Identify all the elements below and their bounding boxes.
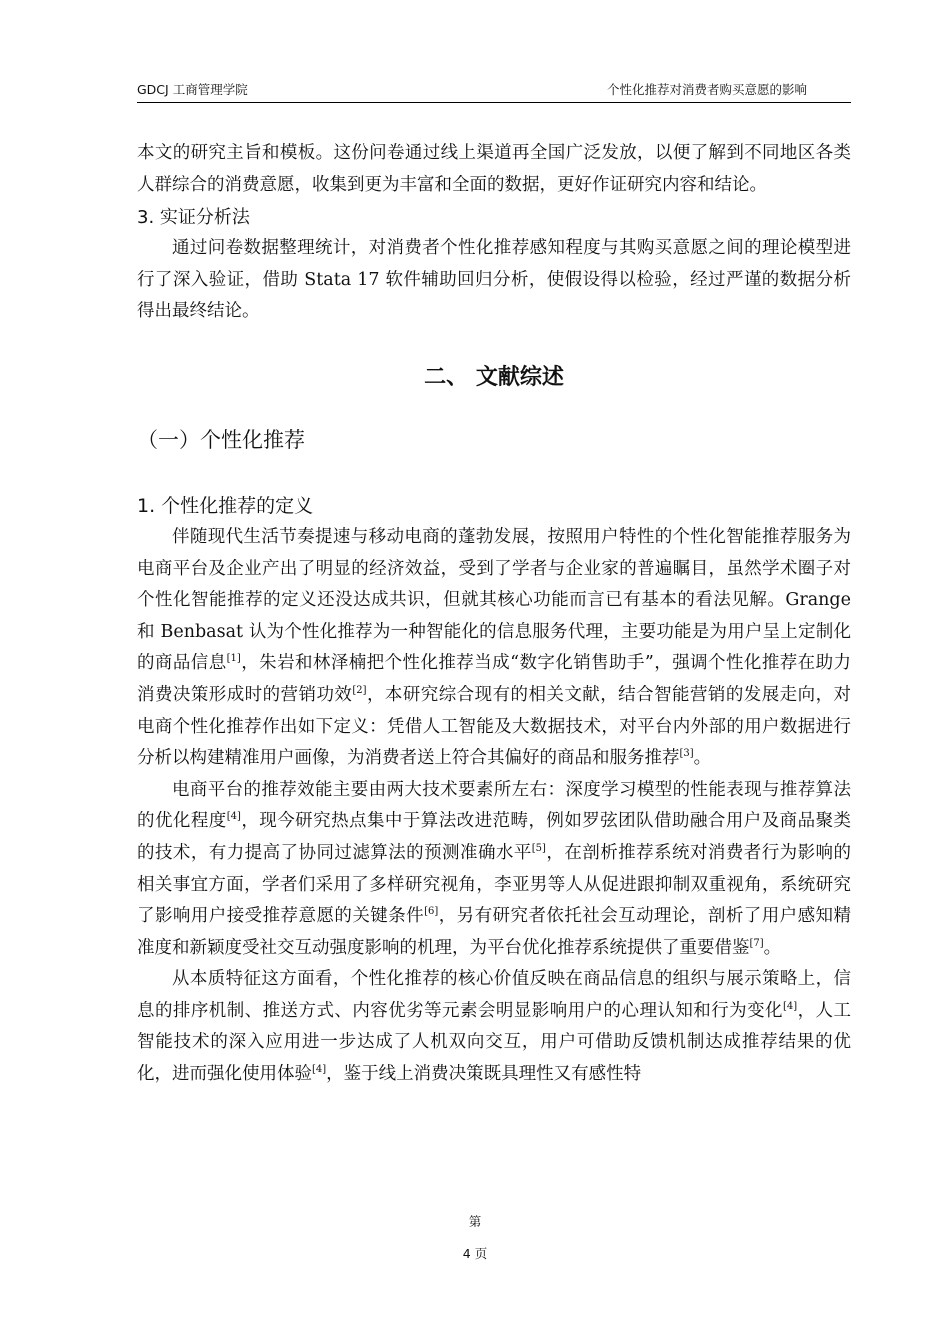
text-run: ，鉴于线上消费决策既具理性又有感性特 [326,1064,642,1085]
subsection-heading-definition: 1. 个性化推荐的定义 [137,494,314,517]
text-run: 伴随现代生活节奏提速与移动电商的蓬勃发展，按照用户特性的个性化智能推荐服务为电商平台及企业产出了明显的经济效益，受到了学者与企业家的普遍瞩目，虽然学术圈子对个性化智能推荐的定义还没达成共识，但就其核心功能而言已有基本的看法见解。Grange 和 Benbasat 认为个性化推荐为一种智能化的信息服务代理，主要功能是为用户呈上定制化的商品信息 [137,526,851,674]
text-run: 从本质特征这方面看，个性化推荐的核心价值反映在商品信息的组织与展示策略上，信息的排序机制、推送方式、内容优劣等元素会明显影响用户的心理认知和行为变化 [137,969,851,1021]
text-run: ，朱岩和林泽楠把个性化推荐当成“数字化销售助手”，强调个性化推荐在助力消费决策形成时的营销功效 [137,653,852,705]
text-run: ，本研究综合现有的相关文献，结合智能营销的发展走向，对电商个性化推荐作出如下定义：凭借人工智能及大数据技术，对平台内外部的用户数据进行分析以构建精准用户画像，为消费者送上符合其偏好的商品和服务推荐 [137,684,852,769]
text-run: ，在剖析推荐系统对消费者行为影响的相关事宜方面，学者们采用了多样研究视角，李亚男等人从促进跟抑制双重视角，系统研究了影响用户接受推荐意愿的关键条件 [137,842,852,927]
chapter-heading-literature-review: 二、 文献综述 [424,364,564,390]
citation-3: [3] [679,748,694,760]
page-number-label: 第 [468,1214,482,1229]
citation-4: [4] [312,1064,327,1076]
text-run: 电商平台的推荐效能主要由两大技术要素所左右：深度学习模型的性能表现与推荐算法的优化程度 [137,779,851,832]
paragraph-method-continued: 本文的研究主旨和模板。这份问卷通过线上渠道再全国广泛发放，以便了解到不同地区各类人群综合的消费意愿，收集到更为丰富和全面的数据，更好作证研究内容和结论。 [137,143,851,195]
text-run: ，人工智能技术的深入应用进一步达成了人机双向交互，用户可借助反馈机制达成推荐结果的优化，进而强化使用体验 [137,1000,852,1085]
citation-6: [6] [424,906,439,918]
citation-2: [2] [352,685,367,697]
page-content [137,138,851,1091]
page-number: 4 页 [462,1246,488,1261]
header-institution: GDCJ 工商管理学院 [137,82,248,97]
citation-4: [4] [226,811,241,823]
citation-5: [5] [531,843,546,855]
paragraph-definition [137,522,851,775]
citation-1: [1] [226,653,241,665]
heading-empirical-analysis: 3. 实证分析法 [137,207,250,229]
text-run: ，现今研究热点集中于算法改进范畴，例如罗弦团队借助融合用户及商品聚类的技术，有力提高了协同过滤算法的预测准确水平 [137,811,852,863]
text-run: ，另有研究者依托社会互动理论，剖析了用户感知精准度和新颖度受社交互动强度影响的机理，为平台优化推荐系统提供了重要借鉴 [137,906,851,958]
paragraph-essential-features [137,964,851,1090]
citation-7: [7] [749,937,764,949]
text-run: 。 [763,937,782,958]
citation-4: [4] [783,1001,798,1013]
page-header [137,78,851,103]
paragraph-empirical-analysis: 通过问卷数据整理统计，对消费者个性化推荐感知程度与其购买意愿之间的理论模型进行了深入验证，借助 Stata 17 软件辅助回归分析，使假设得以检验，经过严谨的数据分析得出最终结论。 [137,238,851,322]
paragraph-recommendation-efficiency [137,775,851,965]
text-run: 。 [693,748,712,769]
header-paper-title: 个性化推荐对消费者购买意愿的影响 [606,82,807,97]
section-heading-personalized-recommendation: （一）个性化推荐 [137,427,305,452]
